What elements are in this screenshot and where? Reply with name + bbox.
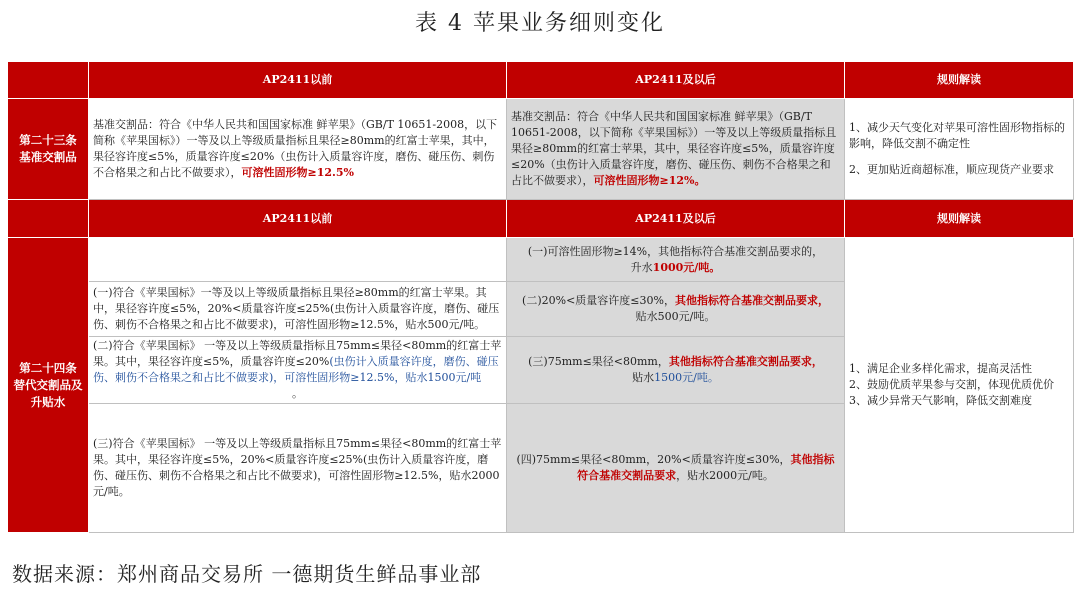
r3-after-red: 其他指标符合基准交割品要求， xyxy=(668,355,823,368)
data-source: 数据来源：郑州商品交易所 一德期货生鲜品事业部 xyxy=(12,562,482,586)
r1-after xyxy=(507,238,845,282)
table-title: 表 4 苹果业务细则变化 xyxy=(415,11,665,36)
r1-after-red: 1000元/吨。 xyxy=(652,260,721,274)
header-note-2: 规则解读 xyxy=(845,200,1074,238)
header-before-2: AP2411以前 xyxy=(89,200,507,238)
header-after: AP2411及以后 xyxy=(507,62,845,99)
section-24-label xyxy=(8,238,89,533)
before-red-text: 可溶性固形物≥12.5% xyxy=(241,166,354,179)
section-23-after xyxy=(507,99,845,200)
r4-before: (三)符合《苹果国标》 一等及以上等级质量指标且75mm≤果径<80mm的红富士苹果。其中，果径容许度≤5%，20%<质量容许度≤25%(虫伤计入质量容许度，磨伤、碰压伤、刺伤不合格果之和占比不做要求)，可溶性固形物≥12.5%，贴水2000元/吨。 xyxy=(89,404,507,533)
r3-before-end: 。 xyxy=(292,387,303,400)
r4-after xyxy=(507,404,845,533)
r2-after-pre: (二)20%<质量容许度≤30%， xyxy=(522,294,675,307)
note-24-1: 1、满足企业多样化需求，提高灵活性 xyxy=(849,362,1032,375)
rules-comparison-table xyxy=(7,61,1074,533)
note-2: 2、更加贴近商超标准，顺应现货产业要求 xyxy=(849,163,1054,176)
r2-before: (一)符合《苹果国标》一等及以上等级质量指标且果径≥80mm的红富士苹果。其中，果径容许度≤5%，20%<质量容许度≤25%(虫伤计入质量容许度，磨伤、碰压伤、刺伤不合格果之和占比不做要求)，可溶性固形物≥12.5%，贴水500元/吨。 xyxy=(89,282,507,337)
note-24-2: 2、鼓励优质苹果参与交割，体现优质优价 xyxy=(849,378,1054,391)
note-24-3: 3、减少异常天气影响，降低交割难度 xyxy=(849,394,1032,407)
r4-after-post: ，贴水2000元/吨。 xyxy=(676,469,774,482)
r3-after-pre: (三)75mm≤果径<80mm， xyxy=(528,355,669,368)
header-corner xyxy=(8,62,89,99)
header-corner-2 xyxy=(8,200,89,238)
header-before: AP2411以前 xyxy=(89,62,507,99)
r2-after xyxy=(507,282,845,337)
section-24-label-text: 第二十四条 替代交割品及 升贴水 xyxy=(13,360,83,409)
header-note: 规则解读 xyxy=(845,62,1074,99)
r3-before-blue: (虫伤计入质量容许度，磨伤、碰压伤、刺伤不合格果之和占比不做要求)，可溶性固形物≥12.5%，贴水1500元/吨 xyxy=(93,355,499,384)
r3-after xyxy=(507,337,845,404)
header-row-2 xyxy=(8,200,1074,238)
r1-after-line-b xyxy=(511,260,840,276)
after-text: 基准交割品：符合《中华人民共和国国家标准 鲜苹果》（GB/T 10651-2008，以下简称《苹果国标》）一等及以上等级质量指标且果径≥80mm的红富士苹果，其中，果径容许度≤5%，质量容许度≤20%（虫伤计入质量容许度，磨伤、碰压伤、刺伤不合格果之和占比不做要求）， xyxy=(511,110,837,187)
header-row-1 xyxy=(8,62,1074,99)
r1-after-prefix: 升水 xyxy=(630,260,653,274)
section-23-before xyxy=(89,99,507,200)
r1-before xyxy=(89,238,507,282)
r2-after-post: 贴水500元/吨。 xyxy=(635,310,716,323)
r2-after-red: 其他指标符合基准交割品要求， xyxy=(674,294,829,307)
after-red-text: 可溶性固形物≥12%。 xyxy=(593,174,706,187)
section-23-label-text: 第二十三条 基准交割品 xyxy=(19,133,77,164)
r3-after-post-blue: 1500元/吨。 xyxy=(654,371,719,384)
r3-before-pre: (二)符合《苹果国标》 一等及以上等级质量指标且75mm≤果径<80mm的红富士苹果。其中，果径容许度≤5%，质量容许度≤20% xyxy=(93,339,502,368)
header-after-2: AP2411及以后 xyxy=(507,200,845,238)
section-23-row xyxy=(8,99,1074,200)
r3-after-post-a: 贴水 xyxy=(632,371,655,384)
r4-after-pre: (四)75mm≤果径<80mm，20%<质量容许度≤30%， xyxy=(516,453,791,466)
note-1: 1、减少天气变化对苹果可溶性固形物指标的影响，降低交割不确定性 xyxy=(849,121,1065,150)
r3-before xyxy=(89,337,507,404)
before-text: 基准交割品：符合《中华人民共和国国家标准 鲜苹果》（GB/T 10651-2008，以下简称《苹果国标》）一等及以上等级质量指标且果径≥80mm的红富士苹果，其中，果径容许度≤5%，质量容许度≤20%（虫伤计入质量容许度，磨伤、碰压伤、刺伤不合格果之和占比不做要求）， xyxy=(93,118,498,179)
section-24-note xyxy=(845,238,1074,533)
r1-after-line-a: (一)可溶性固形物≥14%，其他指标符合基准交割品要求的， xyxy=(527,244,824,258)
r4-after-red: 其他指标符合基准交割品要求 xyxy=(577,453,835,482)
section-23-note xyxy=(845,99,1074,200)
section-23-label xyxy=(8,99,89,200)
section-24-row-1 xyxy=(8,238,1074,282)
